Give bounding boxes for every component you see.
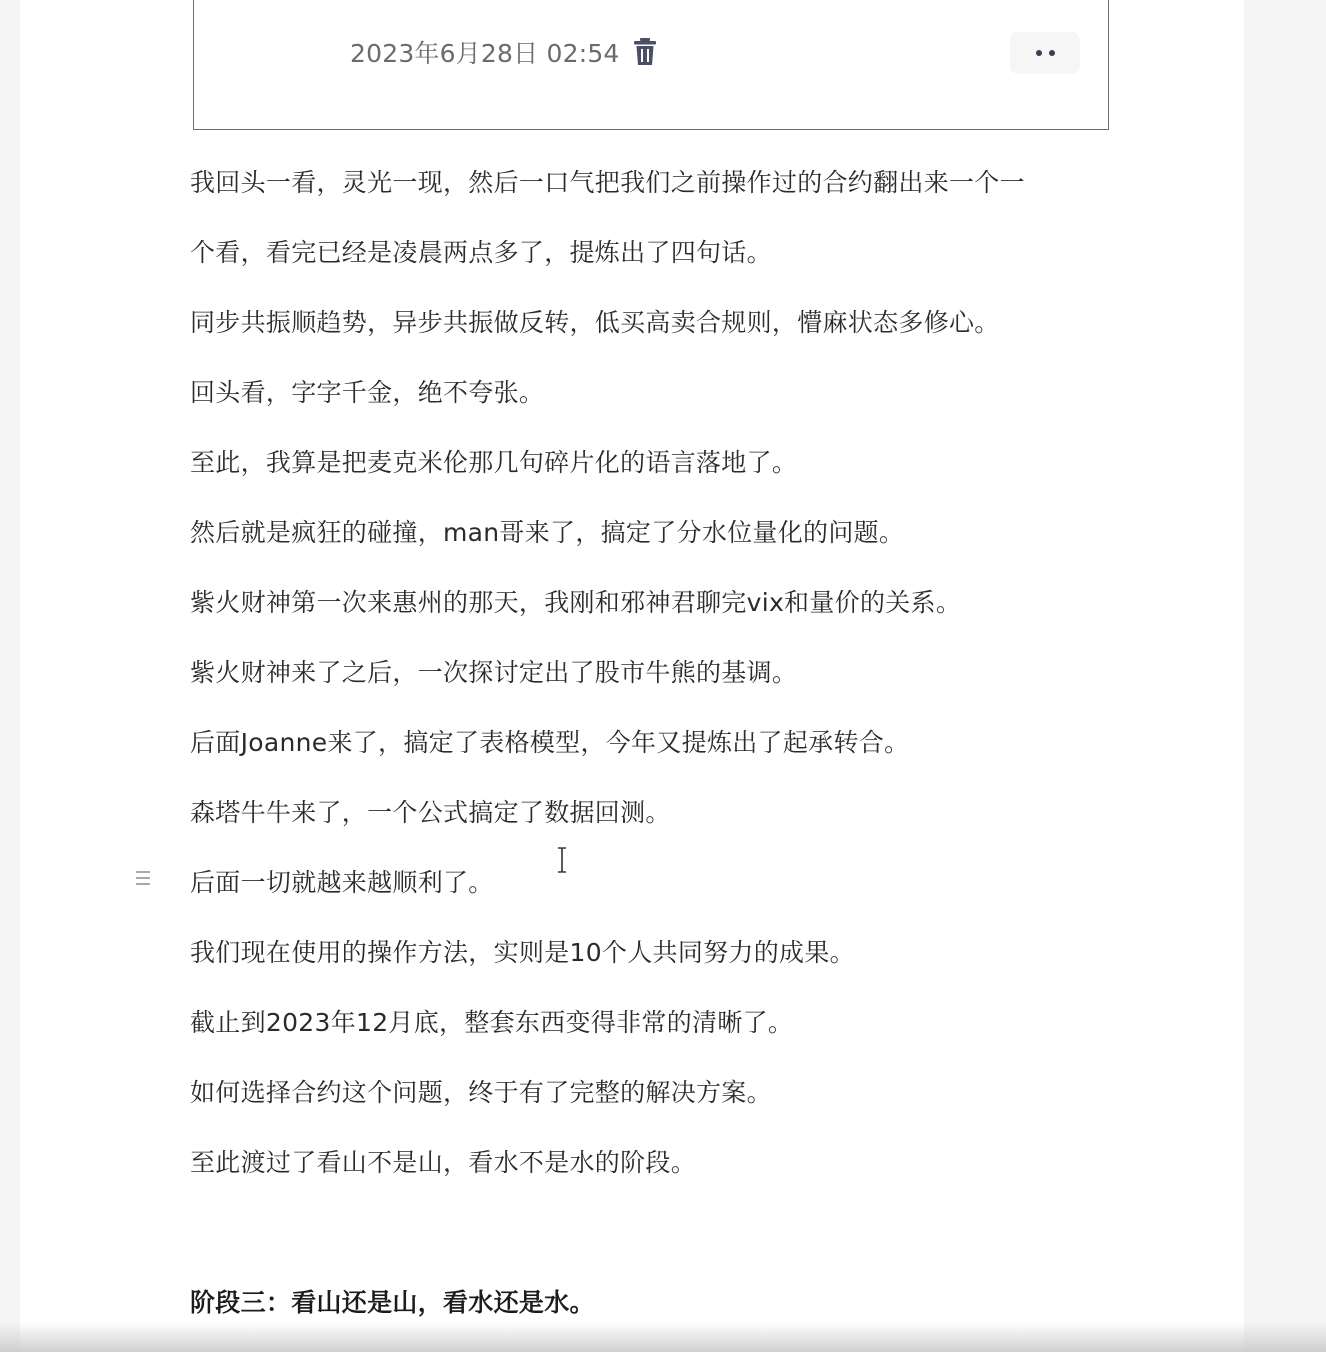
embed-meta-row bbox=[350, 34, 658, 70]
more-options-button[interactable] bbox=[1010, 32, 1080, 74]
paragraph: 至此，我算是把麦克米伦那几句碎片化的语言落地了。 bbox=[190, 448, 798, 477]
embed-timestamp: 2023年6月28日 02:54 bbox=[350, 39, 620, 68]
paragraph: 同步共振顺趋势，异步共振做反转，低买高卖合规则，懵麻状态多修心。 bbox=[190, 308, 1000, 337]
paragraph: 紫火财神第一次来惠州的那天，我刚和邪神君聊完vix和量价的关系。 bbox=[190, 588, 962, 617]
paragraph: 我们现在使用的操作方法，实则是10个人共同努力的成果。 bbox=[190, 938, 855, 967]
paragraph: 后面一切就越来越顺利了。 bbox=[190, 868, 494, 897]
paragraph: 如何选择合约这个问题，终于有了完整的解决方案。 bbox=[190, 1078, 772, 1107]
document-page bbox=[20, 0, 1244, 1352]
paragraph: 个看，看完已经是凌晨两点多了，提炼出了四句话。 bbox=[190, 238, 772, 267]
paragraph: 紫火财神来了之后，一次探讨定出了股市牛熊的基调。 bbox=[190, 658, 798, 687]
section-heading: 阶段三：看山还是山，看水还是水。 bbox=[190, 1288, 595, 1317]
paragraph: 然后就是疯狂的碰撞，man哥来了，搞定了分水位量化的问题。 bbox=[190, 518, 905, 547]
bottom-shadow bbox=[0, 1322, 1326, 1352]
block-drag-handle-icon[interactable] bbox=[136, 871, 152, 889]
paragraph: 后面Joanne来了，搞定了表格模型，今年又提炼出了起承转合。 bbox=[190, 728, 910, 757]
paragraph: 至此渡过了看山不是山，看水不是水的阶段。 bbox=[190, 1148, 697, 1177]
text-cursor-icon bbox=[554, 846, 570, 874]
embedded-post-card bbox=[193, 0, 1109, 130]
more-dots-icon bbox=[1036, 50, 1042, 56]
paragraph: 截止到2023年12月底，整套东西变得非常的清晰了。 bbox=[190, 1008, 794, 1037]
paragraph: 回头看，字字千金，绝不夸张。 bbox=[190, 378, 545, 407]
trash-icon[interactable] bbox=[632, 37, 658, 67]
paragraph: 森塔牛牛来了，一个公式搞定了数据回测。 bbox=[190, 798, 671, 827]
paragraph: 我回头一看，灵光一现，然后一口气把我们之前操作过的合约翻出来一个一 bbox=[190, 168, 1025, 197]
